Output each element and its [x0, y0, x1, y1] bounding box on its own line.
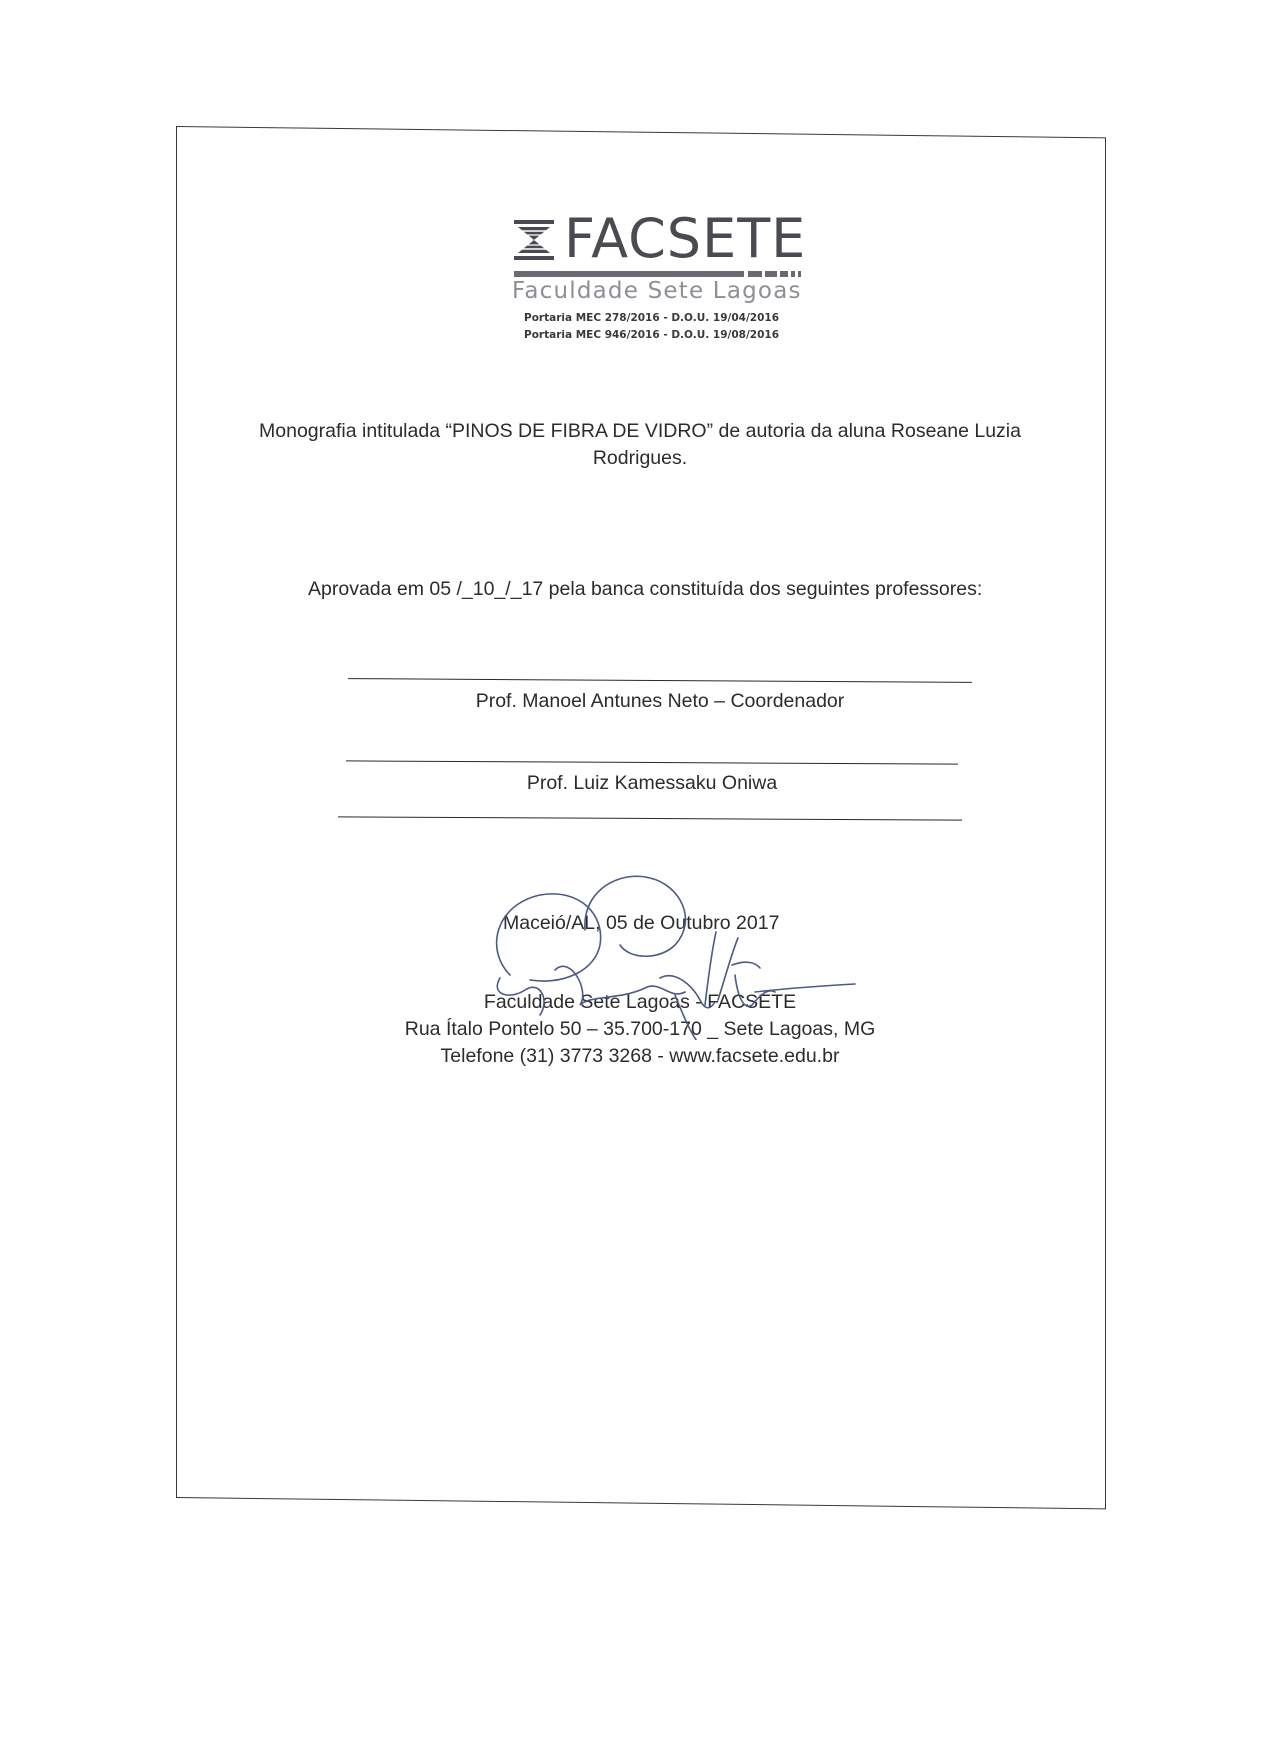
facsete-emblem-icon [512, 218, 556, 262]
portaria-line-1: Portaria MEC 278/2016 - D.O.U. 19/04/2016 [524, 312, 780, 324]
logo-underline-bar [514, 270, 802, 278]
professor-1: Prof. Manoel Antunes Neto – Coordenador [475, 690, 845, 712]
footer-address: Rua Ítalo Pontelo 50 – 35.700-170 _ Sete Lagoas, MG [404, 1018, 876, 1040]
logo-subtitle: Faculdade Sete Lagoas [512, 278, 802, 304]
footer-phone: Telefone (31) 3773 3268 - www.facsete.edu.br [440, 1045, 840, 1067]
footer-institution: Faculdade Sete Lagoas - FACSETE [483, 991, 797, 1013]
logo-header [512, 207, 807, 270]
approval-statement: Aprovada em 05 /_10_/_17 pela banca constituída dos seguintes professores: [308, 578, 983, 600]
facsete-logo [498, 196, 816, 362]
monograph-title-line-2: Rodrigues. [592, 447, 688, 469]
professor-2: Prof. Luiz Kamessaku Oniwa [526, 772, 778, 794]
place-date: Maceió/AL, 05 de Outubro 2017 [503, 912, 780, 934]
monograph-title-line-1: Monografia intitulada “PINOS DE FIBRA DE VIDRO” de autoria da aluna Roseane Luzia [259, 420, 1021, 442]
portaria-line-2: Portaria MEC 946/2016 - D.O.U. 19/08/2016 [524, 329, 780, 341]
logo-name: FACSETE [564, 207, 807, 270]
